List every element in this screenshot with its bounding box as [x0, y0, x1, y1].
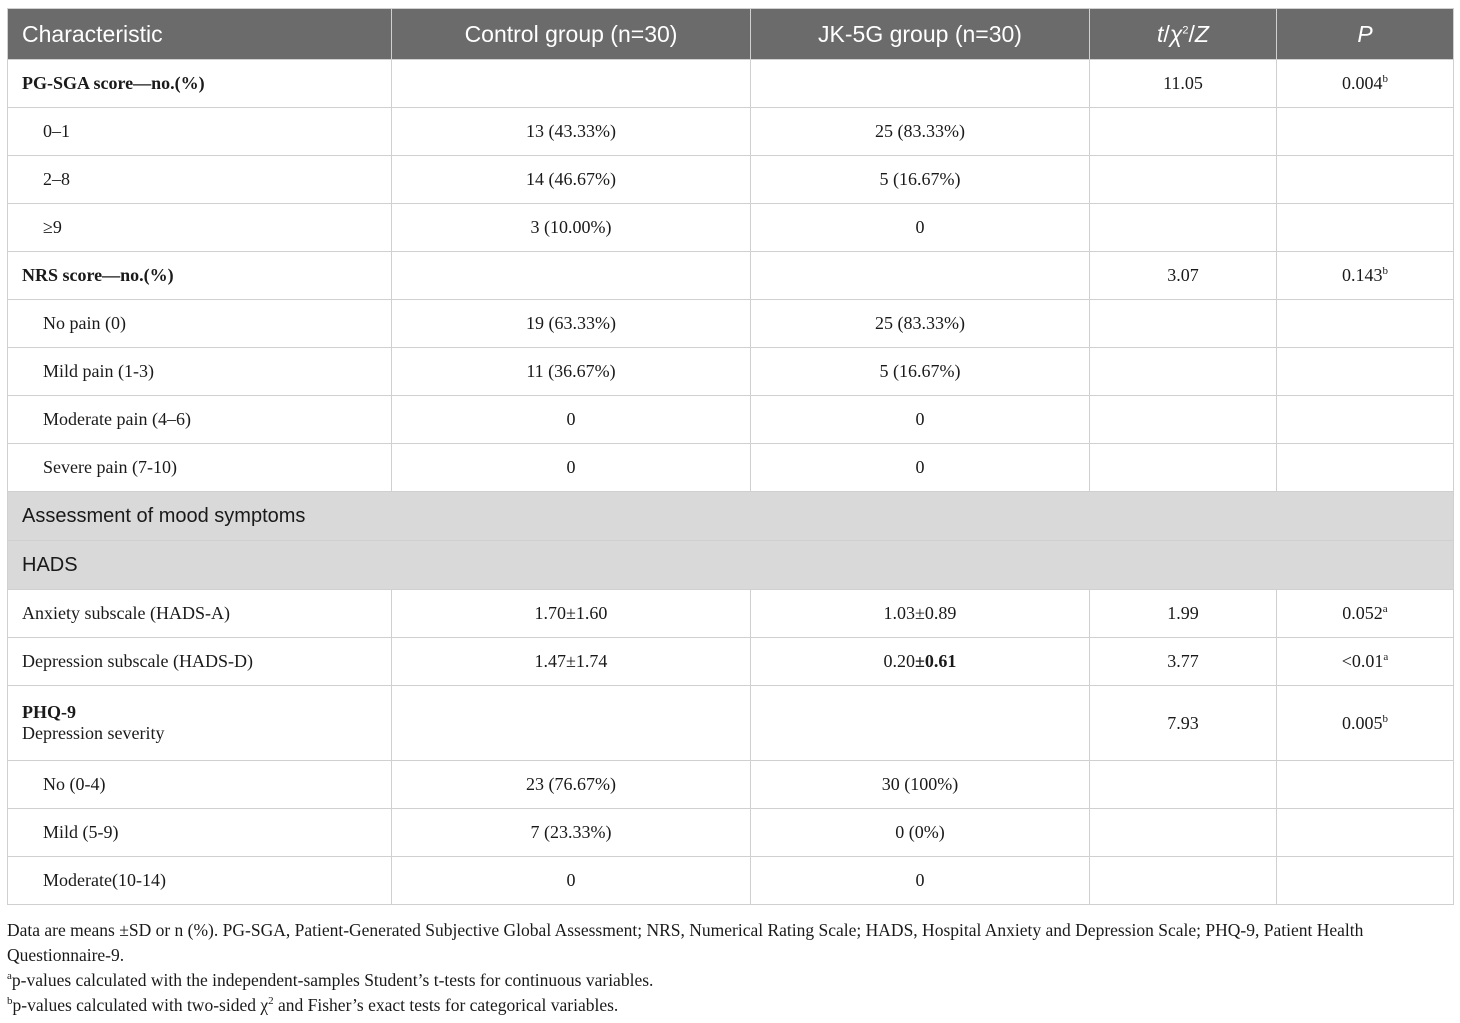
header-control-group: Control group (n=30) [392, 9, 751, 60]
section-row-mood [8, 492, 1454, 541]
stat-value: 11.05 [1090, 60, 1277, 108]
control-value: 23 (76.67%) [392, 761, 751, 809]
row-label: 0–1 [8, 108, 392, 156]
jk5g-value: 30 (100%) [751, 761, 1090, 809]
section-title: HADS [8, 541, 1454, 590]
control-value: 0 [392, 857, 751, 905]
row-label: Depression subscale (HADS-D) [8, 638, 392, 686]
stat-value: 1.99 [1090, 590, 1277, 638]
header-p-value: P [1277, 9, 1454, 60]
jk5g-value: 5 (16.67%) [751, 348, 1090, 396]
p-value: 0.004$^b$ [1277, 60, 1454, 108]
table-row [8, 444, 1454, 492]
row-label: Anxiety subscale (HADS-A) [8, 590, 392, 638]
table-row [8, 252, 1454, 300]
table-row [8, 300, 1454, 348]
row-label: Moderate pain (4–6) [8, 396, 392, 444]
section-title: Assessment of mood symptoms [8, 492, 1454, 541]
row-label: 2–8 [8, 156, 392, 204]
table-row [8, 396, 1454, 444]
row-label: Moderate(10-14) [8, 857, 392, 905]
table-row [8, 60, 1454, 108]
footnote-b: $^b$p-values calculated with two-sided $\chi^2$ and Fisher’s exact tests for categorical variables. [7, 995, 619, 1015]
row-label: ≥9 [8, 204, 392, 252]
section-row-hads [8, 541, 1454, 590]
table-row [8, 809, 1454, 857]
footnote-a: $^a$p-values calculated with the independent-samples Student’s t-tests for continuous variables. [7, 970, 654, 990]
control-value: 11 (36.67%) [392, 348, 751, 396]
header-statistic: $t/\chi^2/Z$ [1090, 9, 1277, 60]
jk5g-value: 0.20±0.61 [751, 638, 1090, 686]
p-value: 0.143$^b$ [1277, 252, 1454, 300]
jk5g-value: 25 (83.33%) [751, 300, 1090, 348]
control-value: 1.47±1.74 [392, 638, 751, 686]
control-value: 3 (10.00%) [392, 204, 751, 252]
p-value: 0.052$^a$ [1277, 590, 1454, 638]
control-value: 0 [392, 396, 751, 444]
control-value: 13 (43.33%) [392, 108, 751, 156]
jk5g-value: 25 (83.33%) [751, 108, 1090, 156]
p-value: 0.005$^b$ [1277, 686, 1454, 761]
control-value: 14 (46.67%) [392, 156, 751, 204]
control-value: 19 (63.33%) [392, 300, 751, 348]
stat-value: 7.93 [1090, 686, 1277, 761]
row-label: NRS score—no.(%) [8, 252, 392, 300]
table-footnotes [7, 918, 1455, 1018]
control-value: 7 (23.33%) [392, 809, 751, 857]
jk5g-value: 0 [751, 204, 1090, 252]
jk5g-value: 0 [751, 396, 1090, 444]
control-value: 0 [392, 444, 751, 492]
row-label: PG-SGA score—no.(%) [8, 60, 392, 108]
table-row [8, 156, 1454, 204]
results-table [7, 8, 1454, 905]
jk5g-value: 0 (0%) [751, 809, 1090, 857]
jk5g-value: 0 [751, 444, 1090, 492]
row-label: PHQ-9 Depression severity [8, 686, 392, 761]
footnote-main: Data are means ±SD or n (%). PG-SGA, Patient-Generated Subjective Global Assessment; NRS, Numerical Rating Scale; HADS, Hospital Anxiety and Depression Scale; PHQ-9, Patient Health Questionnaire-9. [7, 920, 1364, 965]
row-label: Mild pain (1-3) [8, 348, 392, 396]
row-label: No (0-4) [8, 761, 392, 809]
table-row [8, 108, 1454, 156]
row-label: Severe pain (7-10) [8, 444, 392, 492]
header-row [8, 9, 1454, 60]
jk5g-value: 1.03±0.89 [751, 590, 1090, 638]
stat-value: 3.77 [1090, 638, 1277, 686]
table-row [8, 686, 1454, 761]
row-label: No pain (0) [8, 300, 392, 348]
jk5g-value: 0 [751, 857, 1090, 905]
header-jk5g-group: JK-5G group (n=30) [751, 9, 1090, 60]
table-row [8, 204, 1454, 252]
control-value: 1.70±1.60 [392, 590, 751, 638]
jk5g-value: 5 (16.67%) [751, 156, 1090, 204]
header-characteristic: Characteristic [8, 9, 392, 60]
p-value: <0.01$^a$ [1277, 638, 1454, 686]
table-row [8, 857, 1454, 905]
table-row [8, 761, 1454, 809]
table-row [8, 638, 1454, 686]
table-row [8, 348, 1454, 396]
table-row [8, 590, 1454, 638]
row-label: Mild (5-9) [8, 809, 392, 857]
stat-value: 3.07 [1090, 252, 1277, 300]
